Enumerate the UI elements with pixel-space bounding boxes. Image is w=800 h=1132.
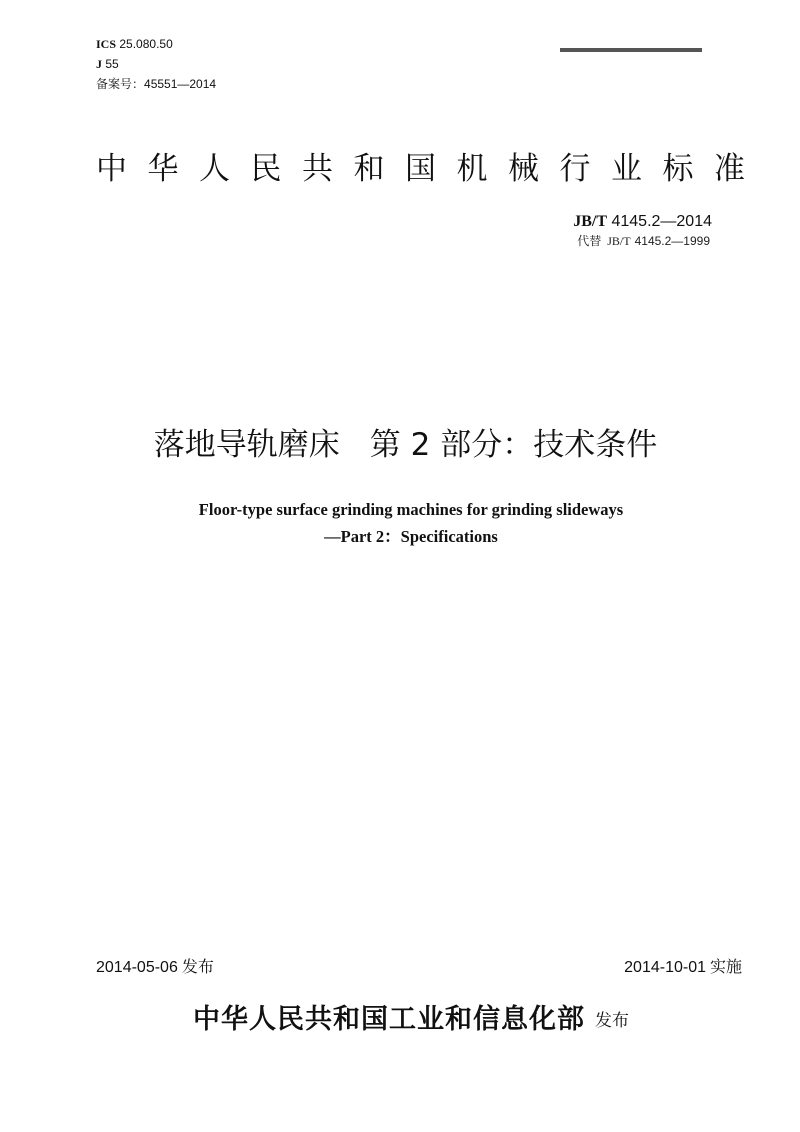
standard-code: [573, 212, 712, 232]
publish-date-line: [96, 957, 214, 978]
document-title-en-line1: Floor-type surface grinding machines for grinding slideways: [198, 500, 624, 519]
record-value: 45551—2014: [144, 77, 217, 91]
ics-value: 25.080.50: [119, 37, 173, 51]
issuer-suffix: 发布: [595, 1011, 629, 1031]
ccs-value: 55: [105, 57, 119, 71]
document-title-cn-part1: 落地导轨磨床: [153, 427, 340, 463]
ccs-label: J: [96, 57, 102, 71]
ics-label: ICS: [96, 37, 117, 51]
implement-label: 实施: [709, 957, 742, 976]
record-number: [96, 77, 216, 92]
record-label: 备案号：: [96, 77, 145, 91]
publish-label: 发布: [181, 957, 214, 976]
implement-date: 2014-10-01: [624, 959, 706, 976]
replaces-standard: [577, 233, 710, 249]
replaces-label: 代替: [577, 234, 602, 248]
ccs-code: [96, 57, 119, 72]
replaces-number: 4145.2—1999: [634, 234, 710, 248]
ics-code: [96, 37, 173, 52]
publish-date: 2014-05-06: [96, 959, 178, 976]
implement-date-line: [624, 957, 742, 978]
issuer-name: 中华人民共和国工业和信息化部: [193, 1004, 585, 1035]
standard-code-prefix: JB/T: [573, 213, 608, 230]
header-rule: [560, 48, 702, 52]
document-title-cn-part2: 第 2 部分：技术条件: [369, 427, 658, 463]
document-title-en-line2: —Part 2：Specifications: [324, 527, 498, 546]
standard-category-title: 中华人民共和国机械行业标准: [96, 151, 766, 187]
document-title-cn: [0, 423, 800, 467]
issuer: [0, 1003, 800, 1037]
standard-code-number: 4145.2—2014: [611, 213, 712, 230]
replaces-prefix: JB/T: [607, 234, 631, 248]
